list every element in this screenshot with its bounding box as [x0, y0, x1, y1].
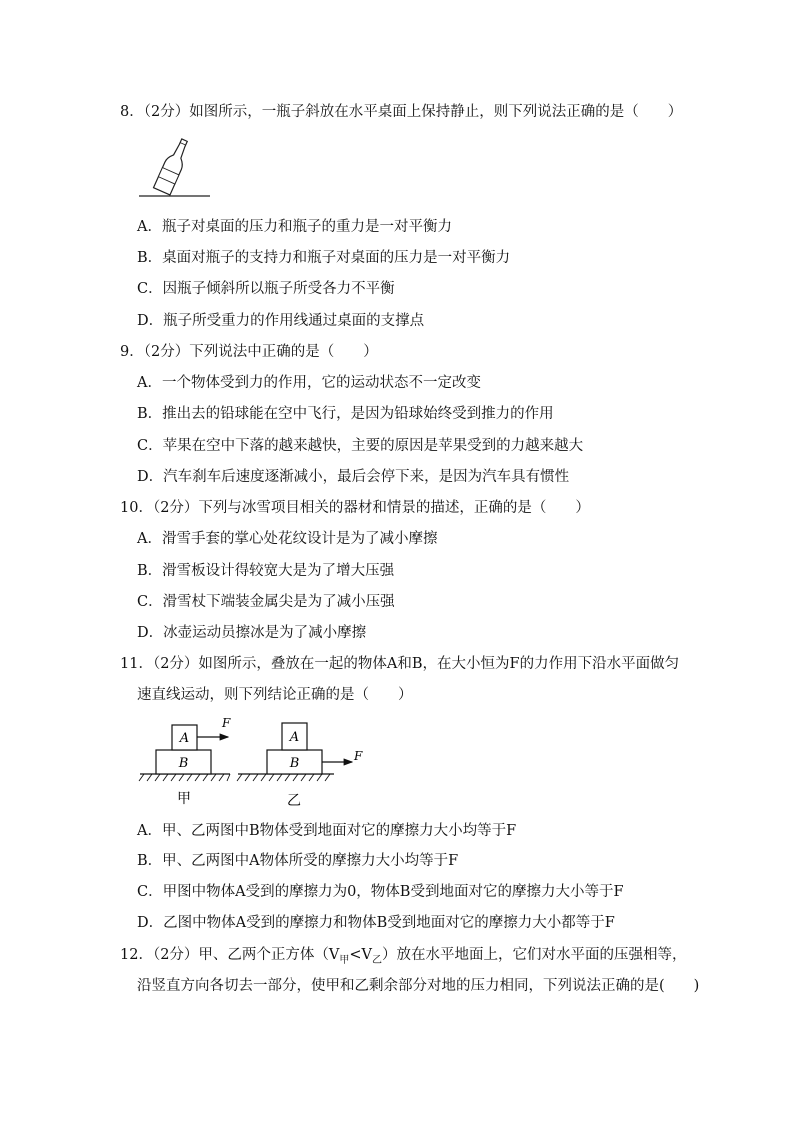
- question-8-option-d: D．瓶子所受重力的作用线通过桌面的支撑点: [137, 313, 425, 329]
- question-9-option-b: B．推出去的铅球能在空中飞行，是因为铅球始终受到推力的作用: [137, 406, 554, 422]
- block-a-label-yi: A: [289, 730, 300, 745]
- caption-yi: 乙: [287, 793, 301, 809]
- question-8-option-b: B．桌面对瓶子的支持力和瓶子对桌面的压力是一对平衡力: [137, 250, 511, 266]
- question-8-option-a: A．瓶子对桌面的压力和瓶子的重力是一对平衡力: [137, 219, 452, 235]
- question-9-option-d: D．汽车刹车后速度逐渐减小，最后会停下来，是因为汽车具有惯性: [137, 469, 570, 485]
- question-10-option-b: B．滑雪板设计得较宽大是为了增大压强: [137, 563, 395, 579]
- question-9-stem: 9．（2分）下列说法中正确的是（ ）: [120, 344, 378, 360]
- question-10-option-c: C．滑雪杖下端装金属尖是为了减小压强: [137, 594, 395, 610]
- block-a-label-jia: A: [179, 731, 190, 746]
- question-10-stem: 10．（2分）下列与冰雪项目相关的器材和情景的描述，正确的是（ ）: [120, 500, 590, 516]
- question-12-stem-part1: 12．（2分）甲、乙两个正方体（V: [120, 947, 340, 963]
- force-label-jia: F: [222, 716, 231, 730]
- question-10-option-a: A．滑雪手套的掌心处花纹设计是为了减小摩擦: [137, 531, 438, 547]
- question-11-option-b: B．甲、乙两图中A物体所受的摩擦力大小均等于F: [137, 853, 459, 869]
- block-b-label-yi: B: [289, 756, 300, 771]
- question-10-option-d: D．冰壶运动员擦冰是为了减小摩擦: [137, 625, 367, 641]
- stacked-blocks-figure: [138, 714, 378, 810]
- question-12-stem-part3: ）放在水平地面上，它们对水平面的压强相等，: [382, 947, 687, 963]
- question-11-stem-line1: 11．（2分）如图所示，叠放在一起的物体A和B，在大小恒为F的力作用下沿水平面做匀: [120, 656, 680, 672]
- question-12-stem-part2: <V: [349, 947, 373, 963]
- question-12-stem-line1: [120, 946, 687, 970]
- figure-yi: [237, 723, 363, 809]
- figure-jia: [139, 716, 231, 807]
- subscript-jia: 甲: [339, 954, 350, 966]
- ground-hatching-jia: [139, 774, 230, 781]
- subscript-yi: 乙: [372, 954, 383, 966]
- caption-jia: 甲: [177, 791, 191, 807]
- question-12-stem-line2: 沿竖直方向各切去一部分，使甲和乙剩余部分对地的压力相同，下列说法正确的是( ): [137, 978, 700, 994]
- question-9-option-c: C．苹果在空中下落的越来越快，主要的原因是苹果受到的力越来越大: [137, 438, 584, 454]
- question-8-stem: 8．（2分）如图所示，一瓶子斜放在水平桌面上保持静止，则下列说法正确的是（ ）: [120, 104, 683, 120]
- bottle-icon: [154, 136, 193, 194]
- question-11-stem-line2: 速直线运动，则下列结论正确的是（ ）: [137, 687, 413, 703]
- question-11-option-d: D．乙图中物体A受到的摩擦力和物体B受到地面对它的摩擦力大小都等于F: [137, 915, 615, 931]
- ground-hatching-yi: [237, 774, 330, 781]
- tilted-bottle-figure: [136, 128, 216, 200]
- force-label-yi: F: [354, 749, 363, 763]
- question-11-option-c: C．甲图中物体A受到的摩擦力为0，物体B受到地面对它的摩擦力大小等于F: [137, 884, 624, 900]
- question-9-option-a: A．一个物体受到力的作用，它的运动状态不一定改变: [137, 375, 481, 391]
- question-11-option-a: A．甲、乙两图中B物体受到地面对它的摩擦力大小均等于F: [137, 823, 517, 839]
- block-b-label-jia: B: [178, 756, 189, 771]
- question-8-option-c: C．因瓶子倾斜所以瓶子所受各力不平衡: [137, 281, 395, 297]
